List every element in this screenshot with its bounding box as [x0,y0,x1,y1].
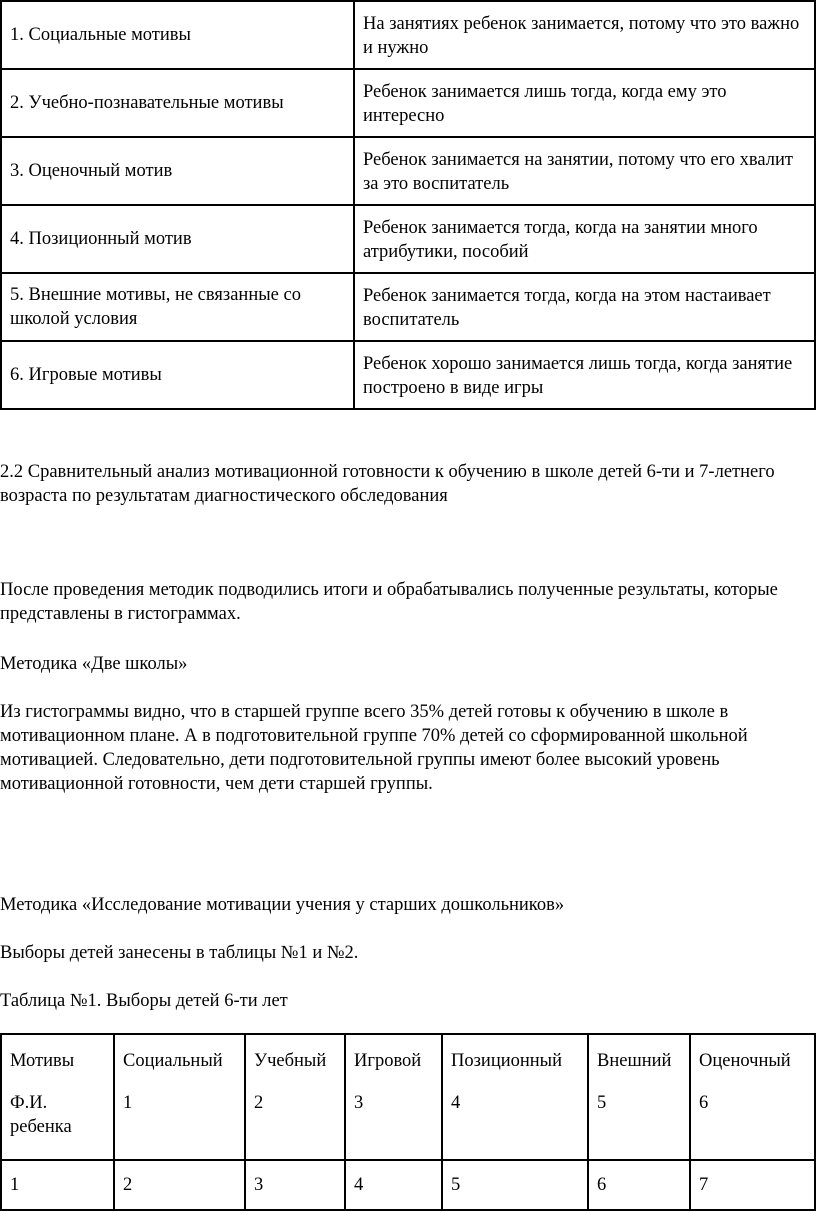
header-cell [245,1034,345,1160]
number-cell: 1 [1,1160,114,1210]
number-cell: 5 [442,1160,588,1210]
description-cell: Ребенок занимается на занятии, потому что его хвалит за это воспитатель [354,137,815,205]
header-sublabel: 1 [123,1093,133,1113]
header-cell [345,1034,442,1160]
header-sublabel: 2 [254,1093,264,1113]
section-heading: 2.2 Сравнительный анализ мотивационной готовности к обучению в школе детей 6-ти и 7-летнего возраста по результатам диагностического обследования [0,462,775,506]
header-label: Оценочный [699,1051,791,1071]
table-row [1,205,815,273]
header-cell [588,1034,690,1160]
motives-table [0,0,816,410]
header-label: Социальный [123,1051,223,1071]
motive-cell: 3. Оценочный мотив [1,137,354,205]
header-cell [442,1034,588,1160]
number-cell: 4 [345,1160,442,1210]
number-cell: 3 [245,1160,345,1210]
header-label: Мотивы [10,1051,75,1071]
header-sublabel: 3 [354,1093,364,1113]
header-label: Внешний [597,1051,672,1071]
header-sublabel: 4 [451,1093,461,1113]
table-row [1,69,815,137]
table-row [1,341,815,409]
header-sublabel: Ф.И. ребенка [10,1093,72,1137]
header-cell [690,1034,815,1160]
header-label: Позиционный [451,1051,562,1071]
method-two-schools-title: Методика «Две школы» [0,654,188,674]
description-cell: Ребенок занимается тогда, когда на этом настаивает воспитатель [354,273,815,341]
header-sublabel: 6 [699,1093,709,1113]
table-row [1,1,815,69]
table-row [1,1160,815,1210]
header-label: Игровой [354,1051,422,1071]
header-label: Учебный [254,1051,327,1071]
table-row [1,137,815,205]
motive-cell: 4. Позиционный мотив [1,205,354,273]
motive-cell: 1. Социальные мотивы [1,1,354,69]
description-cell: На занятиях ребенок занимается, потому что это важно и нужно [354,1,815,69]
table-row [1,273,815,341]
table1-caption: Таблица №1. Выборы детей 6-ти лет [0,991,288,1011]
paragraph-choices: Выборы детей занесены в таблицы №1 и №2. [0,943,359,963]
header-sublabel: 5 [597,1093,607,1113]
motive-cell: 5. Внешние мотивы, не связанные со школой условия [1,273,354,341]
method-motivation-title: Методика «Исследование мотивации учения у старших дошкольников» [0,895,565,915]
description-cell: Ребенок занимается тогда, когда на занятии много атрибутики, пособий [354,205,815,273]
paragraph-results: После проведения методик подводились итоги и обрабатывались полученные результаты, которые представлены в гистограммах. [0,580,778,624]
header-cell [1,1034,114,1160]
number-cell: 6 [588,1160,690,1210]
description-cell: Ребенок занимается лишь тогда, когда ему это интересно [354,69,815,137]
table-header-row [1,1034,815,1160]
number-cell: 2 [114,1160,245,1210]
motive-cell: 6. Игровые мотивы [1,341,354,409]
header-cell [114,1034,245,1160]
number-cell: 7 [690,1160,815,1210]
motive-cell: 2. Учебно-познавательные мотивы [1,69,354,137]
paragraph-histogram: Из гистограммы видно, что в старшей группе всего 35% детей готовы к обучению в школе в мотивационном плане. А в подготовительной группе 70% детей со сформированной школьной мотивацией. Следовательно, дети подготовительной группы имеют более высокий уровень мотивационной готовности, чем дети старшей группы. [0,702,748,794]
choices-table [0,1033,816,1211]
description-cell: Ребенок хорошо занимается лишь тогда, когда занятие построено в виде игры [354,341,815,409]
